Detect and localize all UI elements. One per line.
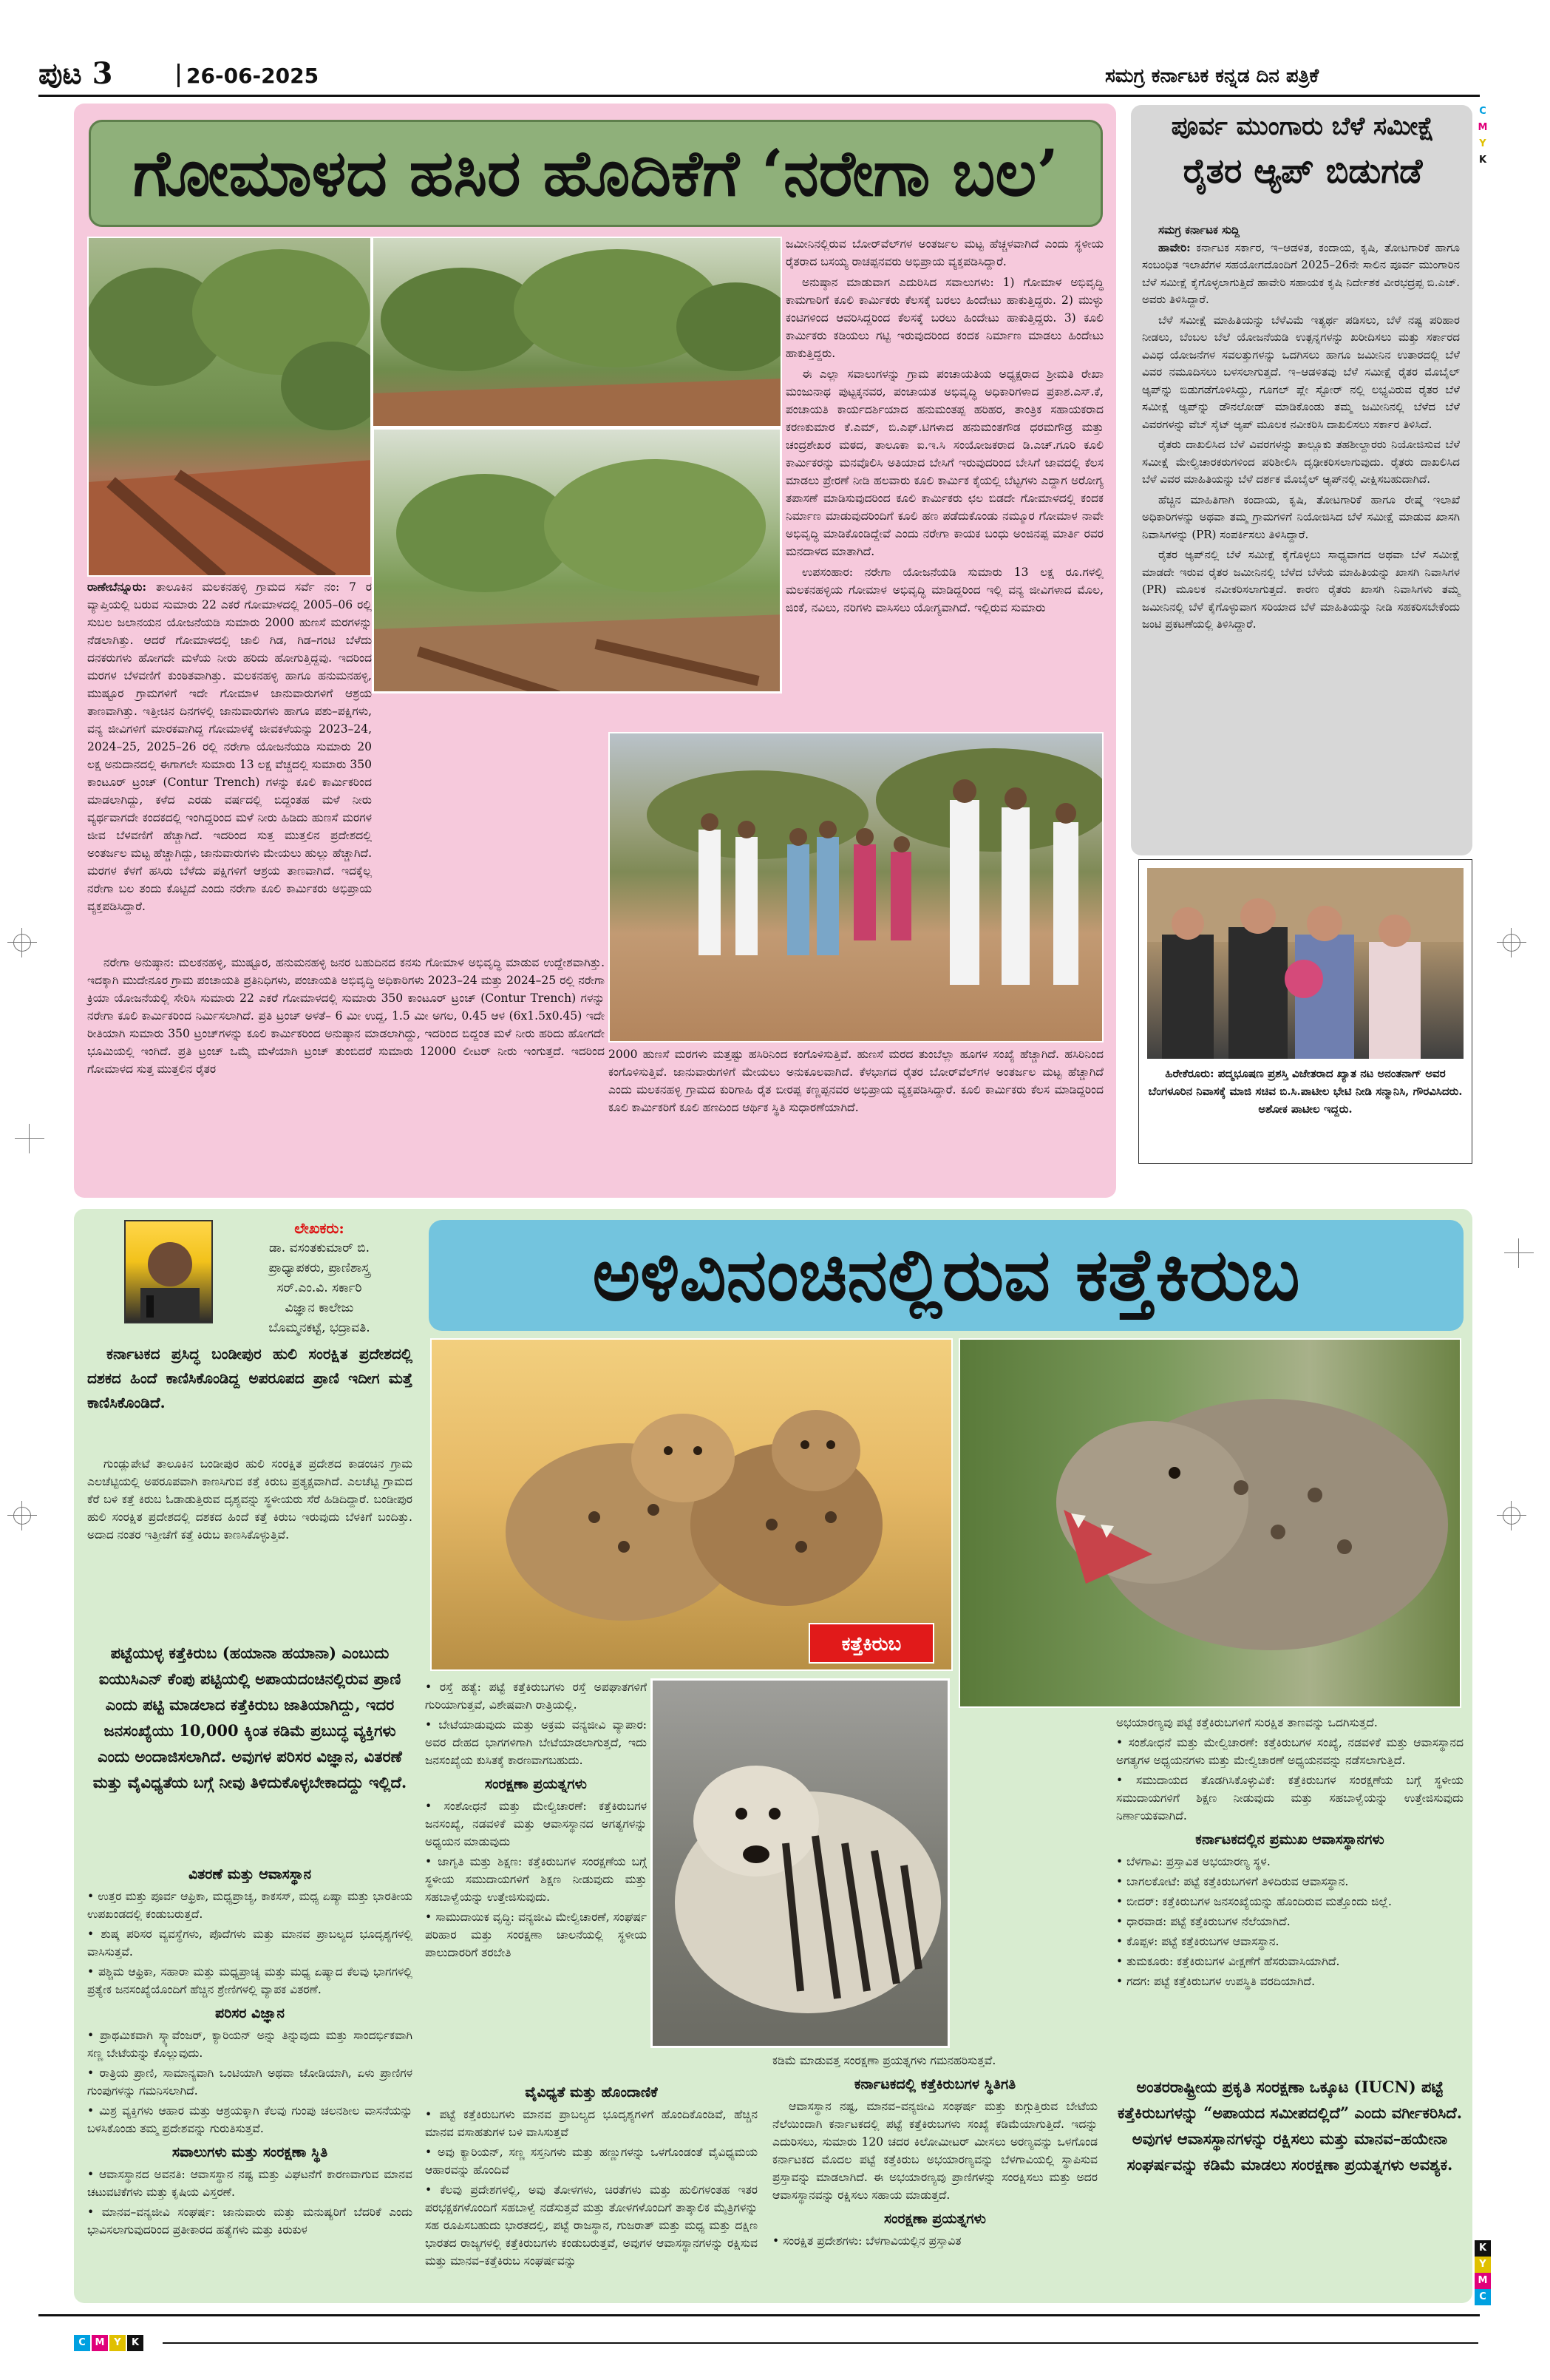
bullet-item: • ರಾತ್ರಿಯ ಪ್ರಾಣಿ, ಸಾಮಾನ್ಯವಾಗಿ ಒಂಟಿಯಾಗಿ ಅಥವಾ ಜೋಡಿಯಾಗಿ, ಏಳು ಪ್ರಾಣಿಗಳ ಗುಂಪುಗಳನ್ನು ಗಮನಿಸಲಾಗಿದೆ. [87,2067,412,2098]
bullet-item: • ಜಾಗೃತಿ ಮತ್ತು ಶಿಕ್ಷಣ: ಕತ್ತೆಕಿರುಬಗಳ ಸಂರಕ್ಷಣೆಯ ಬಗ್ಗೆ ಸ್ಥಳೀಯ ಸಮುದಾಯಗಳಿಗೆ ಶಿಕ್ಷಣ ನೀಡುವುದು ಮತ್ತು ಸಹಬಾಳ್ವೆಯನ್ನು ಉತ್ತೇಜಿಸುವುದು. [425,1855,647,1904]
feature-col1-lower [87,1859,412,2241]
bullet-item: • ಸಂರಕ್ಷಿತ ಪ್ರದೇಶಗಳು: ಬೆಳಗಾವಿಯಲ್ಲಿನ ಪ್ರಸ್ತಾವಿತ [772,2234,962,2248]
bullet-item: • ಆವಾಸಸ್ಥಾನದ ಅವನತಿ: ಆವಾಸಸ್ಥಾನ ನಷ್ಟ ಮತ್ತು ವಿಘಟನೆಗೆ ಕಾರಣವಾಗುವ ಮಾನವ ಚಟುವಟಿಕೆಗಳು ಮತ್ತು ಕೃಷಿಯ ವಿಸ್ತರಣೆ. [87,2168,412,2199]
side-p5: ರೈತರ ಆ್ಯಪ್‌ನಲ್ಲಿ ಬೆಳೆ ಸಮೀಕ್ಷೆ ಕೈಗೊಳ್ಳಲು ಸಾಧ್ಯವಾಗದ ಅಥವಾ ಬೆಳೆ ಸಮೀಕ್ಷೆ ಮಾಡದೇ ಇರುವ ರೈತರ ಜಮೀನಿನಲ್ಲಿ ಬೆಳೆದ ಬೆಳೆಯ ಮಾಹಿತಿಯನ್ನು ಖಾಸಗಿ ನಿವಾಸಿಗಳ (PR) ಮೂಲಕ ನವೀಕರಿಸಲಾಗುತ್ತದೆ. ಕಾರಣ ರೈತರು ಖಾಸಗಿ ನಿವಾಸಿಗಳು ತಮ್ಮ ಜಮೀನಿನಲ್ಲಿ ಬೆಳೆ ಕೈಗೊಳ್ಳುವಾಗ ಸರಿಯಾದ ಬೆಳೆ ಮಾಹಿತಿಯನ್ನು ನೀಡಿ ಸಹಕರಿಸಬೇಕೆಂದು ಜಂಟಿ ಪ್ರಕಟಣೆಯಲ್ಲಿ ತಿಳಿಸಿದ್ದಾರೆ. [1142,548,1460,631]
lead-col1-text: ತಾಲೂಕಿನ ಮಲಕನಹಳ್ಳಿ ಗ್ರಾಮದ ಸರ್ವೆ ನಂ: 7 ರ ವ್ಯಾಪ್ತಿಯಲ್ಲಿ ಬರುವ ಸುಮಾರು 22 ಎಕರೆ ಗೋಮಾಳದಲ್ಲಿ 2005–06 ರಲ್ಲಿ ಸುಬಲ ಜಲಾನಯನ ಯೋಜನೆಯಡಿ ಸುಮಾರು 2000 ಹುಣಸೆ ಮರಗಳನ್ನು ನೆಡಲಾಗಿತ್ತು. ಆದರೆ ಗೋಮಾಳದಲ್ಲಿ ಜಾಲಿ ಗಿಡ, ಗಿಡ–ಗಂಟಿ ಬೆಳೆದು ದನಕರುಗಳು ಹೋಗದೇ ಮಳೆಯ ನೀರು ಹರಿದು ಹೋಗುತ್ತಿದ್ದವು. ಇದರಿಂದ ಮರಗಳ ಬೆಳವಣಿಗೆ ಕುಂಠಿತವಾಗಿತ್ತು. ಮಲಕನಹಳ್ಳಿ ಹಾಗೂ ಹನುಮನಹಳ್ಳಿ, ಮುಷ್ಟೂರ ಗ್ರಾಮಗಳಿಗೆ ಇದೇ ಗೋಮಾಳ ಜಾನುವಾರುಗಳಿಗೆ ಆಶ್ರಯ ತಾಣವಾಗಿತ್ತು. ಇತ್ತೀಚಿನ ದಿನಗಳಲ್ಲಿ ಜಾನುವಾರುಗಳು ಹಾಗೂ ಪಶು–ಪಕ್ಷಿಗಳು, ವನ್ಯ ಜೀವಿಗಳಿಗೆ ಮಾರಕವಾಗಿದ್ದ ಗೋಮಾಳಕ್ಕೆ ಜೀವಕಳೆಯನ್ನು 2023–24, 2024–25, 2025–26 ರಲ್ಲಿ ನರೇಗಾ ಯೋಜನೆಯಡಿ ಸುಮಾರು 20 ಲಕ್ಷ ಅನುದಾನದಲ್ಲಿ ಈಗಾಗಲೇ ಸುಮಾರು 13 ಲಕ್ಷ ವೆಚ್ಚದಲ್ಲಿ ಸುಮಾರು 350 ಕಾಂಟೂರ್ ಟ್ರಂಚ್ (Contur Trench) ಗಳನ್ನು ಕೂಲಿ ಕಾರ್ಮಿಕರಿಂದ ಮಾಡಲಾಗಿದ್ದು, ಕಳೆದ ಎರಡು ವರ್ಷದಲ್ಲಿ ಬಿದ್ದಂತಹ ಮಳೆ ನೀರು ವ್ಯರ್ಥವಾಗದೇ ಕಂದಕದಲ್ಲಿ ಇಂಗಿದ್ದರಿಂದ ಮಳೆ ನೀರು ಹಿಡಿದು ಹುಣಸೆ ಮರಗಳ ಜೀವ ಬೆಳವಣಿಗೆ ಹೆಚ್ಚಾಗಿದೆ. ಇದರಿಂದ ಸುತ್ತ ಮುತ್ತಲಿನ ಪ್ರದೇಶದಲ್ಲಿ ಅಂತರ್ಜಲ ಮಟ್ಟ ಹೆಚ್ಚಾಗಿದ್ದು, ಜಾನುವಾರುಗಳು ಮೇಯಲು ಹುಲ್ಲು ಹೆಚ್ಚಾಗಿದೆ. ಮರಗಳ ಕೆಳಗೆ ಹಸಿರು ಬೆಳೆದು ಪಕ್ಷಿಗಳಿಗೆ ಆಶ್ರಯ ತಾಣವಾಗಿದೆ. ಇದಕ್ಕೆಲ್ಲ ನರೇಗಾ ಬಲ ತಂದು ಕೊಟ್ಟಿದೆ ಎಂದು ನರೇಗಾ ಕೂಲಿ ಕಾರ್ಮಿಕರು ಅಭಿಪ್ರಾಯ ವ್ಯಕ್ತಪಡಿಸಿದ್ದಾರೆ. [87,580,372,913]
side-body [1142,222,1460,637]
cmyk-k: K [1478,155,1487,166]
bullet-item: • ಸಮುದಾಯದ ತೊಡಗಿಸಿಕೊಳ್ಳುವಿಕೆ: ಕತ್ತೆಕಿರುಬಗಳ ಸಂರಕ್ಷಣೆಯ ಬಗ್ಗೆ ಸ್ಥಳೀಯ ಸಮುದಾಯಗಳಿಗೆ ಶಿಕ್ಷಣ ನೀಡುವುದು ಮತ್ತು ಸಹಬಾಳ್ವೆಯನ್ನು ಉತ್ತೇಜಿಸುವುದು ನಿರ್ಣಾಯಕವಾಗಿದೆ. [1116,1774,1464,1823]
bullet-item: • ಧಾರವಾಡ: ಪಟ್ಟೆ ಕತ್ತೆಕಿರುಬಗಳ ನೆಲೆಯಾಗಿದೆ. [1116,1915,1291,1928]
side-p1: ಕರ್ನಾಟಕ ಸರ್ಕಾರ, ಇ–ಆಡಳಿತ, ಕಂದಾಯ, ಕೃಷಿ, ತೋಟಗಾರಿಕೆ ಹಾಗೂ ಸಂಬಂಧಿತ ಇಲಾಖೆಗಳ ಸಹಯೋಗದೊಂದಿಗೆ 2025–26ನೇ ಸಾಲಿನ ಪೂರ್ವ ಮುಂಗಾರಿನ ಬೆಳೆ ಸಮೀಕ್ಷೆ ಕೈಗೊಳ್ಳಲಾಗುತ್ತಿದೆ ಹಾವೇರಿ ಸಹಾಯಕ ಕೃಷಿ ನಿರ್ದೇಶಕ ವೀರಭದ್ರಪ್ಪ ಬಿ.ಎಚ್. ಅವರು ತಿಳಿಸಿದ್ದಾರೆ. [1142,240,1460,306]
author-role: ಪ್ರಾಧ್ಯಾಪಕರು, ಪ್ರಾಣಿಶಾಸ್ತ್ರ [268,1261,370,1275]
registration-mark [1497,1501,1526,1530]
cmyk-c: C [1475,2289,1491,2305]
side-p3: ರೈತರು ದಾಖಲಿಸಿದ ಬೆಳೆ ವಿವರಗಳನ್ನು ತಾಲ್ಲೂಕು ತಹಶೀಲ್ದಾರರು ನಿಯೋಜಿಸುವ ಬೆಳೆ ಸಮೀಕ್ಷೆ ಮೇಲ್ವಿಚಾರಕರುಗಳಿಂದ ಪರಿಶೀಲಿಸಿ ದೃಢೀಕರಿಸಲಾಗುವುದು. ರೈತರು ದಾಖಲಿಸಿದ ಬೆಳೆ ವಿವರ ಮಾಹಿತಿಯನ್ನು ಬೆಳೆ ದರ್ಶಕ ಮೊಬೈಲ್ ಆ್ಯಪ್‌ನಲ್ಲಿ ವೀಕ್ಷಿಸಬಹುದಾಗಿದೆ. [1142,438,1460,486]
right-top-text: ಅಭಯಾರಣ್ಯವು ಪಟ್ಟೆ ಕತ್ತೆಕಿರುಬಗಳಿಗೆ ಸುರಕ್ಷಿತ ತಾಣವನ್ನು ಒದಗಿಸುತ್ತದೆ. [1116,1716,1378,1729]
feature-p1-text: ಗುಂಡ್ಲುಪೇಟೆ ತಾಲೂಕಿನ ಬಂಡೀಪುರ ಹುಲಿ ಸಂರಕ್ಷಿತ ಪ್ರದೇಶದ ಕಾಡಂಚಿನ ಗ್ರಾಮ ಎಲಚೆಟ್ಟಿಯಲ್ಲಿ ಅಪರೂಪವಾಗಿ ಕಾಣಸಿಗುವ ಕತ್ತೆ ಕಿರುಬ ಪ್ರತ್ಯಕ್ಷವಾಗಿದೆ. ಎಲಚೆಟ್ಟಿ ಗ್ರಾಮದ ಕೆರೆ ಬಳಿ ಕತ್ತೆ ಕಿರುಬ ಓಡಾಡುತ್ತಿರುವ ದೃಶ್ಯವನ್ನು ಸ್ಥಳೀಯರು ಸೆರೆ ಹಿಡಿದಿದ್ದಾರೆ. ಬಂಡೀಪುರ ಹುಲಿ ಸಂರಕ್ಷಿತ ಪ್ರದೇಶದಲ್ಲಿ ದಶಕದ ಹಿಂದೆ ಕತ್ತೆ ಕಿರುಬ ಇರುವುದು ಬೆಳಕಿಗೆ ಬಂದಿತ್ತು. ಅದಾದ ನಂತರ ಇತ್ತೀಚೆಗೆ ಕತ್ತೆ ಕಿರುಬ ಕಾಣಸಿಕೊಳ್ಳುತ್ತಿವೆ. [87,1457,412,1542]
lead-col2-p1: ಜಮೀನಿನಲ್ಲಿರುವ ಬೋರ್‌ವೆಲ್‌ಗಳ ಅಂತರ್ಜಲ ಮಟ್ಟ ಹೆಚ್ಚಳವಾಗಿದೆ ಎಂದು ಸ್ಥಳೀಯ ರೈತರಾದ ಬಸಯ್ಯ ರಾಚಪ್ಪನವರು ಅಭಿಪ್ರಾಯ ವ್ಯಕ್ತಪಡಿಸಿದ್ದಾರೆ. [786,237,1104,268]
issue-date: 26-06-2025 [186,64,319,88]
karnataka-status-text: ಆವಾಸಸ್ಥಾನ ನಷ್ಟ, ಮಾನವ–ವನ್ಯಜೀವಿ ಸಂಘರ್ಷ ಮತ್ತು ಕುಗ್ಗುತ್ತಿರುವ ಬೇಟೆಯ ನೆಲೆಯಿಂದಾಗಿ ಕರ್ನಾಟಕದಲ್ಲಿ ಪಟ್ಟೆ ಕತ್ತೆಕಿರುಬಗಳು ಸಂಖ್ಯೆ ಕಡಿಮೆಯಾಗುತ್ತಿದೆ. ಇದನ್ನು ಎದುರಿಸಲು, ಸುಮಾರು 120 ಚದರ ಕಿಲೋಮೀಟರ್ ಮೀಸಲು ಅರಣ್ಯವನ್ನು ಒಳಗೊಂಡ ಕರ್ನಾಟಕದ ಮೊದಲ ಪಟ್ಟೆ ಕತ್ತೆಕಿರುಬ ಅಭಯಾರಣ್ಯವನ್ನು ಬೆಳಗಾವಿಯಲ್ಲಿ ಸ್ಥಾಪಿಸುವ ಪ್ರಸ್ತಾವನ್ನು ಮಾಡಲಾಗಿದೆ. ಈ ಅಭಯಾರಣ್ಯವು ಪ್ರಾಣಿಗಳನ್ನು ಸಂರಕ್ಷಿಸಲು ಮತ್ತು ಅದರ ಆವಾಸಸ್ಥಾನವನ್ನು ರಕ್ಷಿಸಲು ಸಹಾಯ ಮಾಡುತ್ತದೆ. [772,2100,1098,2202]
feature-closing: ಅಂತರರಾಷ್ಟ್ರೀಯ ಪ್ರಕೃತಿ ಸಂರಕ್ಷಣಾ ಒಕ್ಕೂಟ (IUCN) ಪಟ್ಟೆ ಕತ್ತೆಕಿರುಬಗಳನ್ನು “ಅಪಾಯದ ಸಮೀಪದಲ್ಲಿದೆ” ಎಂದು ವರ್ಗೀಕರಿಸಿದೆ. ಅವುಗಳ ಆವಾಸಸ್ಥಾನಗಳನ್ನು ರಕ್ಷಿಸಲು ಮತ್ತು ಮಾನವ–ಹಯೇನಾ ಸಂಘರ್ಷವನ್ನು ಕಡಿಮೆ ಮಾಡಲು ಸಂರಕ್ಷಣಾ ಪ್ರಯತ್ನಗಳು ಅವಶ್ಯಕ. [1117,2078,1463,2174]
cmyk-strip-top [1475,104,1491,169]
heading-habitats: ಕರ್ನಾಟಕದಲ್ಲಿನ ಪ್ರಮುಖ ಆವಾಸಸ್ಥಾನಗಳು [1195,1831,1384,1848]
cmyk-m: M [92,2335,108,2351]
lead-column-2 [786,235,1104,620]
side-headline-1: ಪೂರ್ವ ಮುಂಗಾರು ಬೆಳೆ ಸಮೀಕ್ಷೆ [1171,112,1435,141]
bullet-item: • ಬೀದರ್: ಕತ್ತೆಕಿರುಬಗಳ ಜನಸಂಖ್ಯೆಯನ್ನು ಹೊಂದಿರುವ ಮತ್ತೊಂದು ಜಿಲ್ಲೆ. [1116,1895,1392,1908]
bullet-item: • ಮಾನವ–ವನ್ಯಜೀವಿ ಸಂಘರ್ಷ: ಜಾನುವಾರು ಮತ್ತು ಮನುಷ್ಯರಿಗೆ ಬೆದರಿಕೆ ಎಂದು ಭಾವಿಸಲಾಗುವುದರಿಂದ ಪ್ರತೀಕಾರದ ಹತ್ಯೆಗಳು ಮತ್ತು ಕಿರುಕುಳ [87,2206,412,2237]
footer-short-rule [163,2342,1478,2344]
side-p4: ಹೆಚ್ಚಿನ ಮಾಹಿತಿಗಾಗಿ ಕಂದಾಯ, ಕೃಷಿ, ತೋಟಗಾರಿಕೆ ಹಾಗೂ ರೇಷ್ಮೆ ಇಲಾಖೆ ಅಧಿಕಾರಿಗಳನ್ನು ಅಥವಾ ತಮ್ಮ ಗ್ರಾಮಗಳಿಗೆ ನಿಯೋಜಿಸಿದ ಬೆಳೆ ಸಮೀಕ್ಷೆ ಮಾಡುವ ಖಾಸಗಿ ನಿವಾಸಿಗಳನ್ನು (PR) ಸಂಪರ್ಕಿಸಲು ತಿಳಿಸಿದ್ದಾರೆ. [1142,492,1460,541]
author-college: ಸರ್.ಎಂ.ವಿ. ಸರ್ಕಾರಿ [276,1281,362,1295]
side-photo-caption: ಹಿರೇಕೆರೂರು: ಪದ್ಮಭೂಷಣ ಪ್ರಶಸ್ತಿ ವಿಜೇತರಾದ ಖ್ಯಾತ ನಟ ಅನಂತನಾಗ್ ಅವರ ಬೆಂಗಳೂರಿನ ನಿವಾಸಕ್ಕೆ ಮಾಜಿ ಸಚಿವ ಬಿ.ಸಿ.ಪಾಟೀಲ ಭೇಟಿ ನೀಡಿ ಸನ್ಮಾನಿಸಿ, ಗೌರವಿಸಿದರು. ಅಶೋಕ ಪಾಟೀಲ ಇದ್ದರು. [1148,1067,1463,1116]
lead-col2-p2: ಅನುಷ್ಠಾನ ಮಾಡುವಾಗ ಎದುರಿಸಿದ ಸವಾಲುಗಳು: 1) ಗೋಮಾಳ ಅಭಿವೃದ್ಧಿ ಕಾಮಗಾರಿಗೆ ಕೂಲಿ ಕಾರ್ಮಿಕರು ಕೆಲಸಕ್ಕೆ ಬರಲು ಹಿಂದೇಟು ಹಾಕುತ್ತಿದ್ದರು. 2) ಮುಳ್ಳು ಕಂಟಿಗಳಿಂದ ಆವರಿಸಿದ್ದರಿಂದ ಕೆಲಸಕ್ಕೆ ಬರಲು ಹಿಂದೇಟು ಹಾಕುತ್ತಿದ್ದರು. 3) ಕೂಲಿ ಕಾರ್ಮಿಕರು ಕಡಿಯಲು ಗಟ್ಟಿ ಇರುವುದರಿಂದ ಕಂದಕ ನಿರ್ಮಾಣ ಮಾಡಲು ಹಿಂದೇಟು ಹಾಕುತ್ತಿದ್ದರು. [786,276,1104,360]
heading-distribution: ವಿತರಣೆ ಮತ್ತು ಆವಾಸಸ್ಥಾನ [188,1866,312,1882]
heading-ecology: ಪರಿಸರ ವಿಜ್ಞಾನ [215,2005,285,2021]
bullet-item: • ಕೆಲವು ಪ್ರದೇಶಗಳಲ್ಲಿ, ಅವು ತೋಳಗಳು, ಚಿರತೆಗಳು ಮತ್ತು ಹುಲಿಗಳಂತಹ ಇತರ ಪರಭಕ್ಷಕಗಳೊಂದಿಗೆ ಸಹಬಾಳ್ವೆ ನಡೆಸುತ್ತವೆ ಮತ್ತು ತೋಳಗಳೊಂದಿಗೆ ತಾತ್ಕಾಲಿಕ ಮೈತ್ರಿಗಳನ್ನು ಸಹ ರೂಪಿಸಬಹುದು ಭಾರತದಲ್ಲಿ, ಪಟ್ಟೆ ರಾಜಸ್ಥಾನ, ಗುಜರಾತ್ ಮತ್ತು ಮಧ್ಯ ಮತ್ತು ದಕ್ಷಿಣ ಭಾರತದ ರಾಜ್ಯಗಳಲ್ಲಿ ಕತ್ತೆಕಿರುಬಗಳು ಕಂಡುಬರುತ್ತವೆ, ಅವುಗಳ ಆವಾಸಸ್ಥಾನಗಳನ್ನು ರಕ್ಷಿಸುವ ಮತ್ತು ಮಾನವ–ಕತ್ತೆಕಿರುಬ ಸಂಘರ್ಷವನ್ನು [425,2183,758,2268]
bullet-item: • ಮಿಶ್ರ ವ್ಯಕ್ತಿಗಳು ಆಹಾರ ಮತ್ತು ಆಶ್ರಯಕ್ಕಾಗಿ ಕೆಲವು ಗುಂಪು ಚಲನಶೀಲ ವಾಸನೆಯನ್ನು ಬಳಸಿಕೊಂಡು ತಮ್ಮ ಪ್ರದೇಶವನ್ನು ಗುರುತಿಸುತ್ತವೆ. [87,2104,412,2135]
striped-hyena-photo [650,1678,950,2048]
crop-mark [15,1124,44,1153]
bullet-item: • ಅವು ಕ್ಯಾರಿಯನ್, ಸಣ್ಣ ಸಸ್ತನಿಗಳು ಮತ್ತು ಹಣ್ಣುಗಳನ್ನು ಒಳಗೊಂಡಂತೆ ವೈವಿಧ್ಯಮಯ ಆಹಾರವನ್ನು ಹೊಂದಿವೆ [425,2146,758,2177]
heading-adaptation: ವೈವಿಧ್ಯತೆ ಮತ್ತು ಹೊಂದಾಣಿಕೆ [525,2084,658,2101]
author-place: ಬೊಮ್ಮನಕಟ್ಟೆ, ಭದ್ರಾವತಿ. [268,1320,370,1335]
bullet-item: • ಪಶ್ಚಿಮ ಆಫ್ರಿಕಾ, ಸಹಾರಾ ಮತ್ತು ಮಧ್ಯಪ್ರಾಚ್ಯ ಮತ್ತು ಮಧ್ಯ ಏಷ್ಯಾದ ಕೆಲವು ಭಾಗಗಳಲ್ಲಿ ಪ್ರತ್ಯೇಕ ಜನಸಂಖ್ಯೆಯೊಂದಿಗೆ ಹೆಚ್ಚಿನ ಶ್ರೇಣಿಗಳಲ್ಲಿ ವ್ಯಾಪಕ ವಿತರಣೆ. [87,1965,412,1996]
author-college-2: ವಿಜ್ಞಾನ ಕಾಲೇಜು [285,1301,354,1315]
nrega-workers-group-photo [608,732,1104,1042]
gomala-trees-photo [372,237,782,427]
gomala-trench-photo [87,237,372,577]
bullet-item: • ಸಾಮುದಾಯಿಕ ವೃದ್ಧಿ: ವನ್ಯಜೀವಿ ಮೇಲ್ವಿಚಾರಣೆ, ಸಂಘರ್ಷ ಪರಿಹಾರ ಮತ್ತು ಸಂರಕ್ಷಣಾ ಚಾಲನೆಯಲ್ಲಿ ಸ್ಥಳೀಯ ಪಾಲುದಾರರಿಗೆ ತರಬೇತಿ [425,1911,647,1959]
bullet-item: • ಗದಗ: ಪಟ್ಟೆ ಕತ್ತೆಕಿರುಬಗಳ ಉಪಸ್ಥಿತಿ ವರದಿಯಾಗಿದೆ. [1116,1975,1315,1988]
feature-p1 [87,1455,412,1547]
registration-mark [1497,928,1526,957]
snarling-hyena-photo [959,1338,1461,1708]
bullet-item: • ಸಂಶೋಧನೆ ಮತ್ತು ಮೇಲ್ವಿಚಾರಣೆ: ಕತ್ತೆಕಿರುಬಗಳ ಜನಸಂಖ್ಯೆ, ನಡವಳಿಕೆ ಮತ್ತು ಆವಾಸಸ್ಥಾನದ ಅಗತ್ಯಗಳನ್ನು ಅಧ್ಯಯನ ಮಾಡುವುದು [425,1800,647,1848]
cmyk-c: C [1479,106,1486,117]
lead-column-1 [87,578,372,918]
lead-col2-p4: ಉಪಸಂಹಾರ: ನರೇಗಾ ಯೋಜನೆಯಡಿ ಸುಮಾರು 13 ಲಕ್ಷ ರೂ.ಗಳಲ್ಲಿ ಮಲಕನಹಳ್ಳಿಯ ಗೋಮಾಳ ಅಭಿವೃದ್ಧಿ ಮಾಡಿದ್ದರಿಂದ ಇಲ್ಲಿ ವನ್ಯ ಜೀವಿಗಳಾದ ಮೊಲ, ಜಿಂಕೆ, ನವಿಲು, ನರಿಗಳು ವಾಸಿಸಲು ಯೋಗ್ಯವಾಗಿದೆ. ಇಲ್ಲಿರುವ ಸುಮಾರು [786,566,1104,614]
bullet-item: • ಬಾಗಲಕೋಟೆ: ಪಟ್ಟೆ ಕತ್ತೆಕಿರುಬಗಳಿಗೆ ತಿಳಿದಿರುವ ಆವಾಸಸ್ಥಾನ. [1116,1875,1349,1888]
page-label: ಪುಟ 3 [38,56,113,91]
paper-name: ಸಮಗ್ರ ಕರ್ನಾಟಕ ಕನ್ನಡ ದಿನ ಪತ್ರಿಕೆ [1105,65,1319,87]
bullet-item: • ಸಂಶೋಧನೆ ಮತ್ತು ಮೇಲ್ವಿಚಾರಣೆ: ಕತ್ತೆಕಿರುಬಗಳ ಸಂಖ್ಯೆ, ನಡವಳಿಕೆ ಮತ್ತು ಆವಾಸಸ್ಥಾನದ ಅಗತ್ಯಗಳ ಅಧ್ಯಯನಗಳು ಮತ್ತು ಮೇಲ್ವಿಚಾರಣೆ ಅಧ್ಯಯನವನ್ನು ನಡೆಸಲಾಗುತ್ತಿದೆ. [1116,1736,1464,1767]
gomala-green-field-photo [372,427,782,694]
felicitation-photo [1146,867,1465,1060]
cmyk-strip-right [1475,2240,1491,2305]
side-byline: ಸಮಗ್ರ ಕರ್ನಾಟಕ ಸುದ್ದಿ [1158,223,1240,237]
cmyk-c: C [74,2335,90,2351]
lead-dateline: ರಾಣೇಬೆನ್ನೂರು: [87,580,147,594]
bullet-item: • ಶುಷ್ಕ ಪರಿಸರ ವ್ಯವಸ್ಥೆಗಳು, ಪೊದೆಗಳು ಮತ್ತು ಮಾನವ ಪ್ರಾಬಲ್ಯದ ಭೂದೃಶ್ಯಗಳಲ್ಲಿ ವಾಸಿಸುತ್ತವೆ. [87,1928,412,1959]
feature-col4 [1116,1714,1464,1993]
footer-rule [38,2314,1480,2316]
bullet-item: • ಬೇಟೆಯಾಡುವುದು ಮತ್ತು ಅಕ್ರಮ ವನ್ಯಜೀವಿ ವ್ಯಾಪಾರ: ಅವರ ದೇಹದ ಭಾಗಗಳಿಗಾಗಿ ಬೇಟೆಯಾಡಲಾಗುತ್ತದೆ, ಇದು ಜನಸಂಖ್ಯೆಯ ಕುಸಿತಕ್ಕೆ ಕಾರಣವಾಗಬಹುದು. [425,1718,647,1767]
author-name: ಡಾ. ವಸಂತಕುಮಾರ್ ಬಿ. [268,1241,370,1255]
cmyk-y: Y [1475,2257,1491,2273]
mid-continued: ಕಡಿಮೆ ಮಾಡುವತ್ತ ಸಂರಕ್ಷಣಾ ಪ್ರಯತ್ನಗಳು ಗಮನಹರಿಸುತ್ತವೆ. [772,2054,996,2067]
cmyk-y: Y [1479,138,1486,149]
author-label: ಲೇಖಕರು: [294,1219,344,1237]
bullet-item: • ಪ್ರಾಥಮಿಕವಾಗಿ ಸ್ಕ್ಯಾವೆಂಜರ್, ಕ್ಯಾರಿಯನ್ ಅನ್ನು ತಿನ್ನುವುದು ಮತ್ತು ಸಾಂದರ್ಭಿಕವಾಗಿ ಸಣ್ಣ ಬೇಟೆಯನ್ನು ಕೊಲ್ಲುವುದು. [87,2029,412,2060]
cmyk-strip-bottom [74,2335,155,2351]
feature-bold-para: ಪಟ್ಟೆಯುಳ್ಳ ಕತ್ತೆಕಿರುಬ (ಹಯಾನಾ ಹಯಾನಾ) ಎಂಬುದು ಐಯುಸಿಎನ್ ಕೆಂಪು ಪಟ್ಟಿಯಲ್ಲಿ ಅಪಾಯದಂಚಿನಲ್ಲಿರುವ ಪ್ರಾಣಿ ಎಂದು ಪಟ್ಟಿ ಮಾಡಲಾದ ಕತ್ತೆಕಿರುಬ ಜಾತಿಯಾಗಿದ್ದು, ಇದರ ಜನಸಂಖ್ಯೆಯು 10,000 ಕ್ಕಿಂತ ಕಡಿಮೆ ಪ್ರಬುದ್ಧ ವ್ಯಕ್ತಿಗಳು ಎಂದು ಅಂದಾಜಿಸಲಾಗಿದೆ. ಅವುಗಳ ಪರಿಸರ ವಿಜ್ಞಾನ, ವಿತರಣೆ ಮತ್ತು ವೈವಿಧ್ಯತೆಯ ಬಗ್ಗೆ ನೀವು ತಿಳಿದುಕೊಳ್ಳಬೇಕಾದದ್ದು ಇಲ್ಲಿದೆ. [92,1644,407,1791]
bullet-item: • ಉತ್ತರ ಮತ್ತು ಪೂರ್ವ ಆಫ್ರಿಕಾ, ಮಧ್ಯಪ್ರಾಚ್ಯ, ಕಾಕಸಸ್, ಮಧ್ಯ ಏಷ್ಯಾ ಮತ್ತು ಭಾರತೀಯ ಉಪಖಂಡದಲ್ಲಿ ಕಂಡುಬರುತ್ತದೆ. [87,1890,412,1921]
lead-headline: ಗೋಮಾಳದ ಹಸಿರ ಹೊದಿಕೆಗೆ ‘ನರೇಗಾ ಬಲ’ [89,120,1103,227]
bullet-item: • ಕೊಪ್ಪಳ: ಪಟ್ಟೆ ಕತ್ತೆಕಿರುಬಗಳ ಆವಾಸಸ್ಥಾನ. [1116,1935,1279,1948]
side-dateline: ಹಾವೇರಿ: [1158,240,1191,254]
bullet-item: • ಬೆಳಗಾವಿ: ಪ್ರಸ್ತಾವಿತ ಅಭಯಾರಣ್ಯ ಸ್ಥಳ. [1116,1855,1271,1868]
lead-col2-p3: ಈ ಎಲ್ಲಾ ಸವಾಲುಗಳನ್ನು ಗ್ರಾಮ ಪಂಚಾಯತಿಯ ಅಧ್ಯಕ್ಷರಾದ ಶ್ರೀಮತಿ ರೇಖಾ ಮಂಜುನಾಥ ಪುಟ್ಟಕ್ಕನವರ, ಪಂಚಾಯತ ಅಭಿವೃದ್ಧಿ ಅಧಿಕಾರಿಗಳಾದ ಪ್ರಕಾಶ.ಎಸ್.ಕೆ, ಪಂಚಾಯತಿ ಕಾರ್ಯದರ್ಶಿಯಾದ ಹನುಮಂತಪ್ಪ ಹರಿಹರ, ತಾಂತ್ರಿಕ ಸಹಾಯಕರಾದ ಕರಣಕುಮಾರ ಕೆ.ಎಮ್, ಬಿ.ಎಫ್.ಟಿಗಳಾದ ಹನುಮಂತಗೌಡ ಧರಮಗೌಡ್ರ ಮತ್ತು ಚಂದ್ರಶೇಖರ ಮಠದ, ತಾಲೂಕಾ ಐ.ಇ.ಸಿ ಸಂಯೋಜಕರಾದ ಡಿ.ಎಚ್.ಗೂರಿ ಕೂಲಿ ಕಾರ್ಮಿಕರನ್ನು ಮನವೊಲಿಸಿ ಅತಿಯಾದ ಬೇಸಿಗೆ ಇರುವುದರಿಂದ ಬೇಸಿಗೆ ಜಾವದಲ್ಲಿ ಕೆಲಸ ಮಾಡಲು ಪ್ರೇರಣೆ ನೀಡಿ ಹಲವಾರು ಕೂಲಿ ಕಾರ್ಮಿಕ ಕೈಯಲ್ಲಿ ಬೆಟ್ಟಗಳು ಎದ್ದಾಗ ಅರೋಗ್ಯ ತಪಾಸಣೆ ಮಾಡಿಸುವುದರಿಂದ ಕೂಲಿ ಕಾರ್ಮಿಕರು ಛಲ ಬಿಡದೇ ಗೋಮಾಳದಲ್ಲಿ ಕಂದಕ ನಿರ್ಮಾಣ ಮಾಡುವುದರಿಂದಿಗೆ ಕೂಲಿ ಹಣ ಪಡೆದುಕೊಂಡು ನಮ್ಮೂರ ಗೋಮಾಳ ನಾವೇ ಅಭಿವೃದ್ಧಿ ಮಾಡಿಕೊಂಡಿದ್ದೇವೆ ಎಂದು ನರೇಗಾ ಕಾಯಕ ಬಂಧು ಅಂಜಿನಪ್ಪ ಮಾರ್ತಿ ರವರ ಮನದಾಳದ ಮಾತಾಗಿದೆ. [786,367,1104,558]
lead-bottom-p: 2000 ಹುಣಸೆ ಮರಗಳು ಮತ್ತಷ್ಟು ಹಸಿರಿನಿಂದ ಕಂಗೊಳಿಸುತ್ತಿವೆ. ಹುಣಸೆ ಮರದ ತುಂಬೆಲ್ಲಾ ಹೂಗಳ ಸಂಖ್ಯೆ ಹೆಚ್ಚಾಗಿದೆ. ಹಸಿರಿನಿಂದ ಕಂಗೊಳಿಸುತ್ತಿವೆ. ಜಾನುವಾರುಗಳಿಗೆ ಮೇಯಲು ಅನುಕೂಲವಾಗಿದೆ. ಕೆಳಭಾಗದ ರೈತರ ಬೋರ್‌ವೆಲ್‌ಗಳ ಅಂತರ್ಜಲ ಮಟ್ಟ ಹೆಚ್ಚಾಗಿದೆ ಎಂದು ಮಲಕನಹಳ್ಳಿ ಗ್ರಾಮದ ಕುರಿಗಾಹಿ ರೈತ ಬೀರಪ್ಪ ಕಣ್ಣಪ್ಪನವರ ಅಭಿಪ್ರಾಯ ವ್ಯಕ್ತಪಡಿಸಿದ್ದಾರೆ. ಕೂಲಿ ಕಾರ್ಮಿಕರು ಕೆಲಸ ಮಾಡಿದ್ದರಿಂದ ಕೂಲಿ ಕಾರ್ಮಿಕರಿಗೆ ಕೂಲಿ ಹಣದಿಂದ ಆರ್ಥಿಕ ಸ್ಥಿತಿ ಸುಧಾರಣೆಯಾಗಿದೆ. [608,1048,1104,1114]
photo-label-hyena: ಕತ್ತೆಕಿರುಬ [809,1623,934,1664]
header-rule [38,95,1480,97]
feature-intro: ಕರ್ನಾಟಕದ ಪ್ರಸಿದ್ಧ ಬಂಡೀಪುರ ಹುಲಿ ಸಂರಕ್ಷಿತ ಪ್ರದೇಶದಲ್ಲಿ ದಶಕದ ಹಿಂದೆ ಕಾಣಿಸಿಕೊಂಡಿದ್ದ ಅಪರೂಪದ ಪ್ರಾಣಿ ಇದೀಗ ಮತ್ತೆ ಕಾಣಿಸಿಕೊಂಡಿದೆ. [87,1345,412,1411]
spotted-hyena-pair-photo [430,1338,953,1671]
cmyk-k: K [127,2335,143,2351]
cmyk-y: Y [109,2335,126,2351]
feature-headline: ಅಳಿವಿನಂಚಿನಲ್ಲಿರುವ ಕತ್ತೆಕಿರುಬ [429,1220,1464,1331]
feature-col2-bottom [425,2078,758,2272]
side-headline-2: ರೈತರ ಆ್ಯಪ್ ಬಿಡುಗಡೆ [1183,151,1423,191]
heading-conservation: ಸಂರಕ್ಷಣಾ ಪ್ರಯತ್ನಗಳು [485,1776,587,1792]
author-box [216,1218,423,1341]
feature-col3-bottom [772,2052,1098,2252]
heading-karnataka-status: ಕರ್ನಾಟಕದಲ್ಲಿ ಕತ್ತೆಕಿರುಬಗಳ ಸ್ಥಿತಿಗತಿ [854,2076,1016,2092]
feature-col2-top [425,1678,647,1964]
crop-mark [1504,1238,1534,1268]
registration-mark [7,1501,37,1530]
cmyk-k: K [1475,2240,1491,2257]
lead-column-1-wide [87,954,605,1081]
author-photo [124,1220,213,1323]
header-divider-bar [177,64,180,87]
heading-challenges: ಸವಾಲುಗಳು ಮತ್ತು ಸಂರಕ್ಷಣಾ ಸ್ಥಿತಿ [171,2144,328,2160]
registration-mark [7,928,37,957]
cmyk-m: M [1478,122,1488,133]
bullet-item: • ರಸ್ತೆ ಹತ್ಯೆ: ಪಟ್ಟೆ ಕತ್ತೆಕಿರುಬಗಳು ರಸ್ತೆ ಅಪಘಾತಗಳಿಗೆ ಗುರಿಯಾಗುತ್ತವೆ, ವಿಶೇಷವಾಗಿ ರಾತ್ರಿಯಲ್ಲಿ. [425,1681,647,1712]
bullet-item: • ತುಮಕೂರು: ಕತ್ತೆಕಿರುಬಗಳ ವೀಕ್ಷಣೆಗೆ ಹೆಸರುವಾಸಿಯಾಗಿದೆ. [1116,1955,1340,1968]
side-p2: ಬೆಳೆ ಸಮೀಕ್ಷೆ ಮಾಹಿತಿಯನ್ನು ಬೆಳೆವಿಮೆ ಇತ್ಯರ್ಥ ಪಡಿಸಲು, ಬೆಳೆ ನಷ್ಟ ಪರಿಹಾರ ನೀಡಲು, ಬೆಂಬಲ ಬೆಲೆ ಯೋಜನೆಯಡಿ ಉತ್ಪನ್ನಗಳನ್ನು ಖರೀದಿಸಲು ಮತ್ತು ಸರ್ಕಾರದ ವಿವಿಧ ಯೋಜನೆಗಳ ಸವಲತ್ತುಗಳನ್ನು ಒದಗಿಸಲು ಹಾಗೂ ಜಮೀನಿನ ಉತಾರದಲ್ಲಿ ಬೆಳೆ ವಿವರ ನಮೂದಿಸಲು ಬಳಸಲಾಗುತ್ತದೆ. ಇ–ಆಡಳಿತವು ಬೆಳೆ ಸಮೀಕ್ಷೆ ರೈತರ ಮೊಬೈಲ್ ಆ್ಯಪ್‌ನ್ನು ಬಿಡುಗಡೆಗೊಳಿಸಿದ್ದು, ಗೂಗಲ್ ಪ್ಲೇ ಸ್ಟೋರ್ ನಲ್ಲಿ ಲಭ್ಯವಿರುವ ರೈತರ ಬೆಳೆ ಸಮೀಕ್ಷೆ ಆ್ಯಪ್‌ನ್ನು ಡೌನಲೋಡ್ ಮಾಡಿಕೊಂಡು ತಮ್ಮ ಜಮೀನಿನಲ್ಲಿ ಬೆಳೆದ ಬೆಳೆ ವಿವರಗಳನ್ನು ವೆಬ್ ಸೈಟ್ ಆ್ಯಪ್ ಮೂಲಕ ನವೀಕರಿಸಿ ದಾಖಲಿಸಲು ಸರ್ಕಾರ ತಿಳಿಸಿದೆ. [1142,313,1460,431]
heading-conservation-2: ಸಂರಕ್ಷಣಾ ಪ್ರಯತ್ನಗಳು [884,2211,986,2227]
cmyk-m: M [1475,2273,1491,2289]
lead-col1-p2: ನರೇಗಾ ಅನುಷ್ಠಾನ: ಮಲಕನಹಳ್ಳಿ, ಮುಷ್ಟೂರ, ಹನುಮನಹಳ್ಳಿ ಜನರ ಬಹುದಿನದ ಕನಸು ಗೋಮಾಳ ಅಭಿವೃದ್ಧಿ ಮಾಡುವ ಉದ್ದೇಶವಾಗಿತ್ತು. ಇದಕ್ಕಾಗಿ ಮುದೇನೂರ ಗ್ರಾಮ ಪಂಚಾಯತಿ ಪ್ರತಿನಿಧಿಗಳು, ಪಂಚಾಯತಿ ಅಭಿವೃದ್ಧಿ ಅಧಿಕಾರಿಗಳು 2023–24 ಮತ್ತು 2024–25 ರಲ್ಲಿ ನರೇಗಾ ಕ್ರಿಯಾ ಯೋಜನೆಯಲ್ಲಿ ಸೇರಿಸಿ ಸುಮಾರು 22 ಎಕರೆ ಗೋಮಾಳದಲ್ಲಿ ಸುಮಾರು 350 ಕಾಂಟೂರ್ ಟ್ರಂಚ್ (Contur Trench) ಗಳನ್ನು ನರೇಗಾ ಕೂಲಿ ಕಾರ್ಮಿಕರಿಂದ ನಿರ್ಮಿಸಲಾಗಿದೆ. ಪ್ರತಿ ಟ್ರಂಚ್ ಅಳತೆ– 6 ಮೀ ಉದ್ದ, 1.5 ಮೀ ಅಗಲ, 0.45 ಆಳ (6x1.5x0.45) ಇದೇ ರೀತಿಯಾಗಿ ಸುಮಾರು 350 ಟ್ರಂಚ್‌ಗಳನ್ನು ಕೂಲಿ ಕಾರ್ಮಿಕರಿಂದ ಅನುಷ್ಠಾನ ಮಾಡಲಾಗಿದ್ದು, ಇದರಿಂದ ಬಿದ್ದಂತ ಮಳೆ ನೀರು ಹರಿದು ಹೋಗದೇ ಭೂಮಿಯಲ್ಲಿ ಇಂಗಿದೆ. ಪ್ರತಿ ಟ್ರಂಚ್ ಒಮ್ಮೆ ಮಳೆಯಾಗಿ ಟ್ರಂಚ್ ತುಂಬಿದರೆ ಸುಮಾರು 12000 ಲೀಟರ್ ನೀರು ಇಂಗುತ್ತದೆ. ಇದರಿಂದ ಗೋಮಾಳದ ಸುತ್ತ ಮುತ್ತಲಿನ ರೈತರ [87,956,605,1076]
bullet-item: • ಪಟ್ಟೆ ಕತ್ತೆಕಿರುಬಗಳು ಮಾನವ ಪ್ರಾಬಲ್ಯದ ಭೂದೃಶ್ಯಗಳಿಗೆ ಹೊಂದಿಕೊಂಡಿವೆ, ಹೆಚ್ಚಿನ ಮಾನವ ವಸಾಹತುಗಳ ಬಳಿ ವಾಸಿಸುತ್ತವೆ [425,2108,758,2139]
lead-bottom-text [608,1045,1104,1119]
